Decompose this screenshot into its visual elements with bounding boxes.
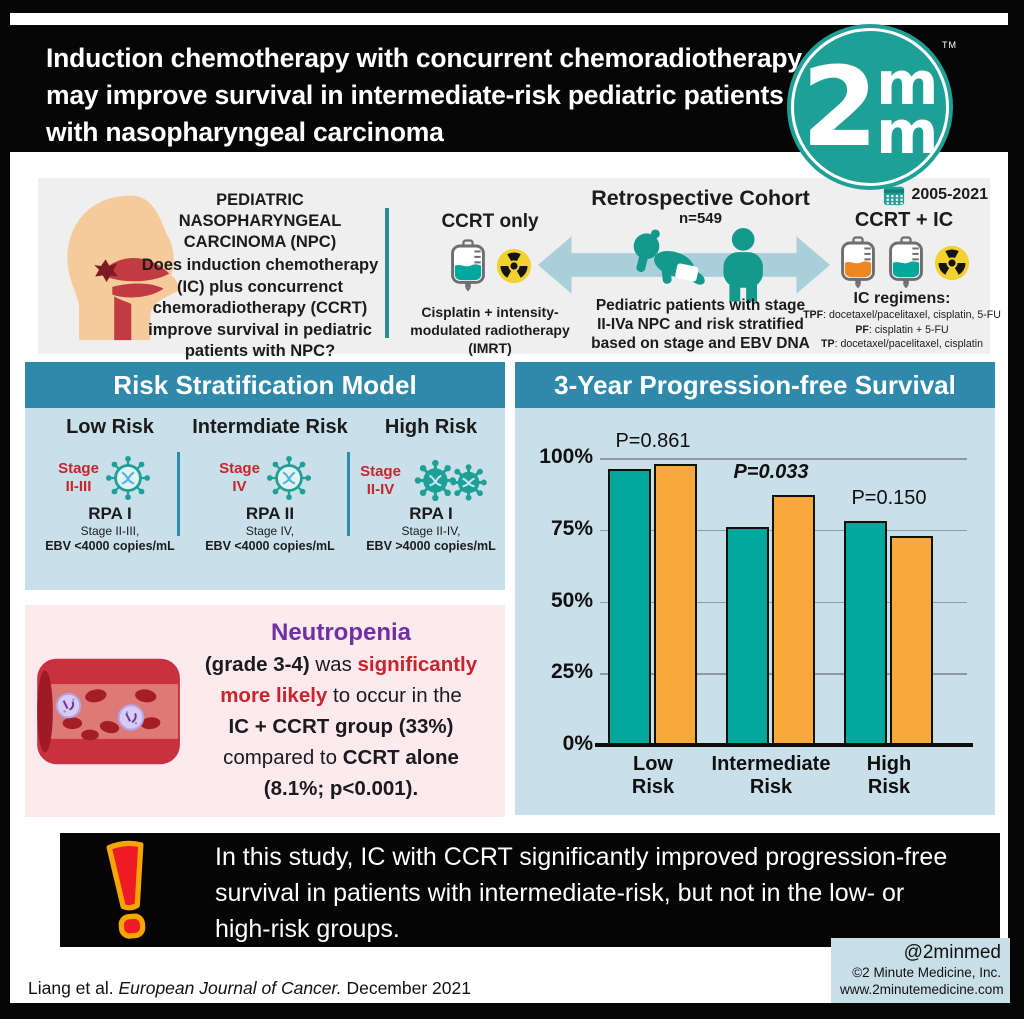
logo-m-top: m [876,48,939,119]
citation-journal: European Journal of Cancer. [118,978,342,998]
section-divider [385,208,389,338]
website-link[interactable]: www.2minutemedicine.com [840,982,1004,997]
iv-bag-teal-icon [886,236,926,290]
company-name: ©2 Minute Medicine, Inc. [852,965,1001,980]
low-risk-title: Low Risk [66,416,154,438]
intermediate-risk-stage: Stage IV [219,460,260,495]
bar-ccrt-ic [890,536,933,746]
ccrt-ic-block [828,209,980,290]
cohort-n: n=549 [679,210,722,227]
regimen-pf: PF: cisplatin + 5-FU [855,323,949,336]
low-risk-rpa [35,504,185,554]
cohort-desc-line1: Pediatric patients with stage [595,297,806,314]
cohort-title: Retrospective Cohort [591,186,810,210]
rpa-stage-detail: Stage II-IV, [401,524,461,538]
conclusion-line2: survival in patients with intermediate-risk, but not in the low- or [215,879,905,907]
bar-ccrt-ic [772,495,815,745]
conclusion-box [60,833,1000,947]
neutropenia-line: more likely to occur in the [220,684,462,707]
bar-group [844,521,933,745]
bar-ccrt-only [844,521,887,745]
rpa-stage-detail: Stage II-III, [80,524,140,538]
2mm-logo [787,24,957,190]
ccrt-only-label: CCRT only [441,211,539,232]
survival-chart-panel [515,362,995,815]
iv-bag-orange-icon [838,236,878,290]
citation-authors: Liang et al. [28,978,119,998]
x-category-label: High Risk [866,753,912,798]
risk-stratification-panel [25,362,505,590]
iv-bag-teal-icon [448,239,488,293]
y-tick-label: 25% [550,660,593,684]
y-tick-label: 100% [539,445,593,468]
bar-group [608,464,697,745]
x-category-label: Intermediate Risk [711,753,831,798]
conclusion-line3: high-risk groups. [215,915,400,943]
p-value-label: P=0.150 [851,487,927,510]
neutropenia-line: Neutropenia [270,619,411,646]
citation-date: December 2021 [341,978,471,998]
bar-group [726,495,815,745]
npc-title-line2: CARCINOMA (NPC) [183,233,337,251]
study-design-panel [38,178,1001,360]
rpa-stage-detail: Stage IV, [245,524,295,538]
y-tick-label: 50% [550,588,593,612]
ic-regimens-block [782,290,1022,352]
cohort-desc-line3: based on stage and EBV DNA [591,335,810,352]
title-line-1: Induction chemotherapy with concurrent chemoradiotherapy [46,43,802,73]
cohort-block [588,186,813,227]
x-category-label: Low Risk [631,753,675,798]
logo-m-bottom: m [876,98,939,168]
npc-question-block [140,190,380,363]
social-handle[interactable]: @2minmed [903,942,1001,963]
high-risk-stage: Stage II-IV [360,462,401,498]
rpa-ebv: EBV <4000 copies/mL [205,539,335,553]
intermediate-risk-title: Intermdiate Risk [192,416,348,438]
conclusion-line1: In this study, IC with CCRT significantly improved progression-free [215,843,948,871]
p-value-label: P=0.033 [733,461,809,484]
exclamation-icon [98,839,160,943]
page-title [46,40,806,151]
rpa-ebv: EBV <4000 copies/mL [45,539,175,553]
logo-ring [791,28,949,186]
title-line-3: with nasopharyngeal carcinoma [46,117,444,147]
high-risk-stage-row [353,452,503,509]
rpa-label: RPA I [88,504,132,523]
intermediate-risk-stage-row [187,454,345,502]
rpa-label: RPA II [245,504,295,523]
top-white-strip [10,13,1008,25]
adult-icon [723,228,762,302]
bar-ccrt-only [726,527,769,745]
high-risk-title: High Risk [384,416,478,438]
risk-panel-title: Risk Stratification Model [25,362,505,408]
virus-icon [265,454,313,502]
ccrt-ic-label: CCRT + IC [854,209,954,231]
neutropenia-line: (grade 3-4) was significantly [204,653,478,676]
logo-digit: 2 [801,42,874,171]
rpa-ebv: EBV >4000 copies/mL [366,539,496,553]
npc-question: Does induction chemotherapy (IC) plus concurrenct chemoradiotherapy (CCRT) improve survival in pediatric patients with NPC? [141,256,379,360]
regimen-tpf: TPF: docetaxel/pacelitaxel, cisplatin, 5-FU [803,309,1001,321]
bar-ccrt-ic [654,464,697,745]
intermediate-risk-rpa [185,504,355,554]
virus-cluster-icon [406,452,496,509]
chart-title: 3-Year Progression-free Survival [515,362,995,408]
high-risk-rpa [357,504,505,554]
cohort-description [588,296,813,353]
blood-vessel-illustration [35,645,187,777]
radiation-icon [934,245,970,281]
ic-regimens-title: IC regimens: [853,290,951,307]
neutropenia-line: (8.1%; p<0.001). [263,777,419,800]
ccrt-only-description: Cisplatin + intensity-modulated radiotherapy (IMRT) [410,304,570,356]
radiation-icon [496,248,532,284]
neutropenia-line: IC + CCRT group (33%) [228,715,454,738]
title-line-2: may improve survival in intermediate-risk pediatric patients [46,80,784,110]
neutropenia-panel [25,605,505,817]
low-risk-stage: Stage II-III [58,460,99,495]
y-tick-label: 75% [550,516,593,540]
virus-icon [104,454,152,502]
plot-area [600,429,967,798]
gridline [600,458,967,460]
bar-ccrt-only [608,469,651,745]
p-value-label: P=0.861 [615,429,691,452]
low-risk-stage-row [33,454,177,502]
conclusion-text [215,839,995,947]
cohort-desc-line2: II-IVa NPC and risk stratified [597,316,804,333]
rpa-label: RPA I [409,504,453,523]
trademark-symbol: TM [942,40,957,50]
study-years: 2005-2021 [911,186,988,203]
credit-box [831,938,1010,1003]
npc-title-line1: PEDIATRIC NASOPHARYNGEAL [178,191,342,230]
citation [28,978,471,999]
neutropenia-text [185,617,497,804]
y-tick-label: 0% [562,732,593,755]
neutropenia-line: compared to CCRT alone [223,746,459,769]
x-axis-line [595,743,973,747]
regimen-tp: TP: docetaxel/pacelitaxel, cisplatin [821,338,983,350]
